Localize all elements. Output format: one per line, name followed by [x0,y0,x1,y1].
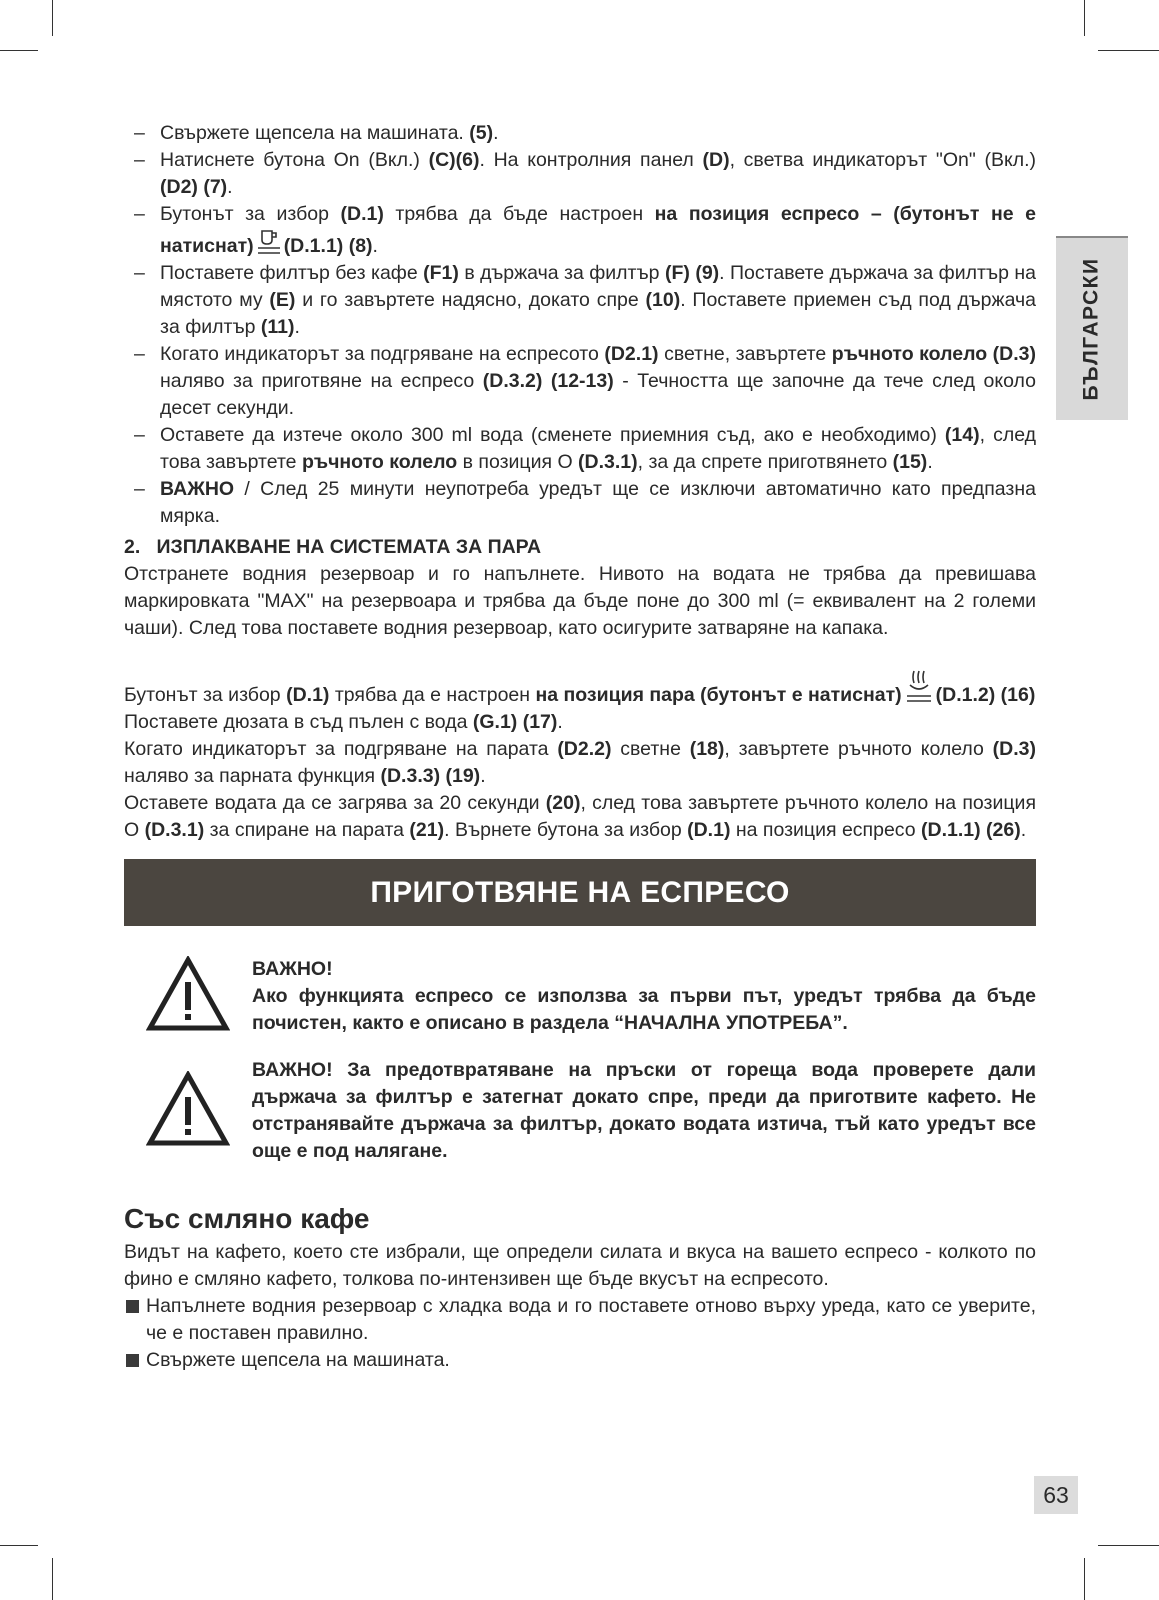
crop-mark [1084,1558,1085,1600]
bullet-list [124,1293,1036,1374]
language-tab-label: БЪЛГАРСКИ [1080,257,1104,401]
crop-mark [1084,0,1085,36]
list-item: Свържете щепсела на машината. [124,1347,1036,1374]
list-item: – Когато индикаторът за подгряване на еспресото (D2.1) светне, завъртете ръчното колело (D.3) наляво за приготвяне на еспресо (D.3.2) (12-13) - Течността ще започне да тече след около десет секунди. [124,341,1036,422]
section-paragraph: Отстранете водния резервоар и го напълнете. Нивото на водата не трябва да превишава маркировката "MAX" на резервоара и трябва да бъде поне до 300 ml (= еквивалент на 2 големи чаши). След това поставете водния резервоар, като осигурите затваряне на капака. [124,563,1036,639]
page-content [124,120,1036,1374]
language-tab [1056,236,1128,420]
section-heading: 2. ИЗПЛАКВАНЕ НА СИСТЕМАТА ЗА ПАРА [124,536,542,558]
steam-paragraph: Бутонът за избор (D.1) трябва да е настроен на позиция пара (бутонът е натиснат) (D.1.2) (16) [124,669,1036,709]
list-item: Напълнете водния резервоар с хладка вода и го поставете отново върху уреда, като се уверите, че е поставен правилно. [124,1293,1036,1347]
steam-paragraphs [124,669,1036,844]
crop-mark [52,1558,53,1600]
warning-text: ВАЖНО! За предотвратяване на пръски от гореща вода проверете дали държача за филтър е затегнат докато спре, преди да приготвите кафето. Не отстранявайте държача за филтър, докато водата изтича, тъй като уредът все още е под налягане. [252,1059,1036,1162]
crop-mark [1098,50,1159,51]
list-item: – ВАЖНО / След 25 минути неупотреба уредът ще се изключи автоматично като предпазна мярка. [124,476,1036,530]
list-item: – Поставете филтър без кафе (F1) в държача за филтър (F) (9). Поставете държача за филтър на мястото му (E) и го завъртете надясно, докато спре (10). Поставете приемен съд под държача за филтър (11). [124,260,1036,341]
steam-paragraph: Оставете водата да се загрява за 20 секунди (20), след това завъртете ръчното колело на позиция O (D.3.1) за спиране на парата (21). Върнете бутона за избор (D.1) на позиция еспресо (D.1.1) (26). [124,792,1037,841]
subsection-title: Със смляно кафе [124,1203,370,1234]
list-item: – Свържете щепсела на машината. (5). [124,120,1036,147]
warning-text: Ако функцията еспресо се използва за първи път, уредът трябва да бъде почистен, както е описано в раздела “НАЧАЛНА УПОТРЕБА”. [252,985,1036,1034]
list-item: – Оставете да изтече около 300 ml вода (сменете приемния съд, ако е необходимо) (14), след това завъртете ръчното колело в позиция O (D.3.1), за да спрете приготвянето (15). [124,422,1036,476]
page-number: 63 [1034,1476,1078,1514]
list-item: – Бутонът за избор (D.1) трябва да бъде настроен на позиция еспресо – (бутонът не е натиснат) (D.1.1) (8). [124,201,1036,260]
steam-paragraph: Поставете дюзата в съд пълен с вода (G.1) (17). [124,711,563,733]
subsection-intro: Видът на кафето, което сте избрали, ще определи силата и вкуса на вашето еспресо - колкото по фино е смляно кафето, толкова по-интензивен ще бъде вкусът на еспресото. [124,1241,1036,1290]
warning-icon [124,1057,252,1165]
warning-title: ВАЖНО! [252,958,333,980]
warning-icon [124,956,252,1037]
crop-mark [1098,1545,1159,1546]
section-banner: ПРИГОТВЯНЕ НА ЕСПРЕСО [124,859,1036,926]
crop-mark [52,0,53,36]
crop-mark [0,1545,38,1546]
steam-position-icon [904,669,934,705]
crop-mark [0,50,38,51]
list-item: – Натиснете бутона On (Вкл.) (C)(6). На контролния панел (D), светва индикаторът "On" (Вкл.) (D2) (7). [124,147,1036,201]
espresso-position-icon [256,228,282,256]
warning-block [124,956,1036,1037]
warning-block [124,1057,1036,1165]
steps-list [124,120,1036,530]
steam-paragraph: Когато индикаторът за подгряване на парата (D2.2) светне (18), завъртете ръчното колело (D.3) наляво за парната функция (D.3.3) (19). [124,738,1037,787]
